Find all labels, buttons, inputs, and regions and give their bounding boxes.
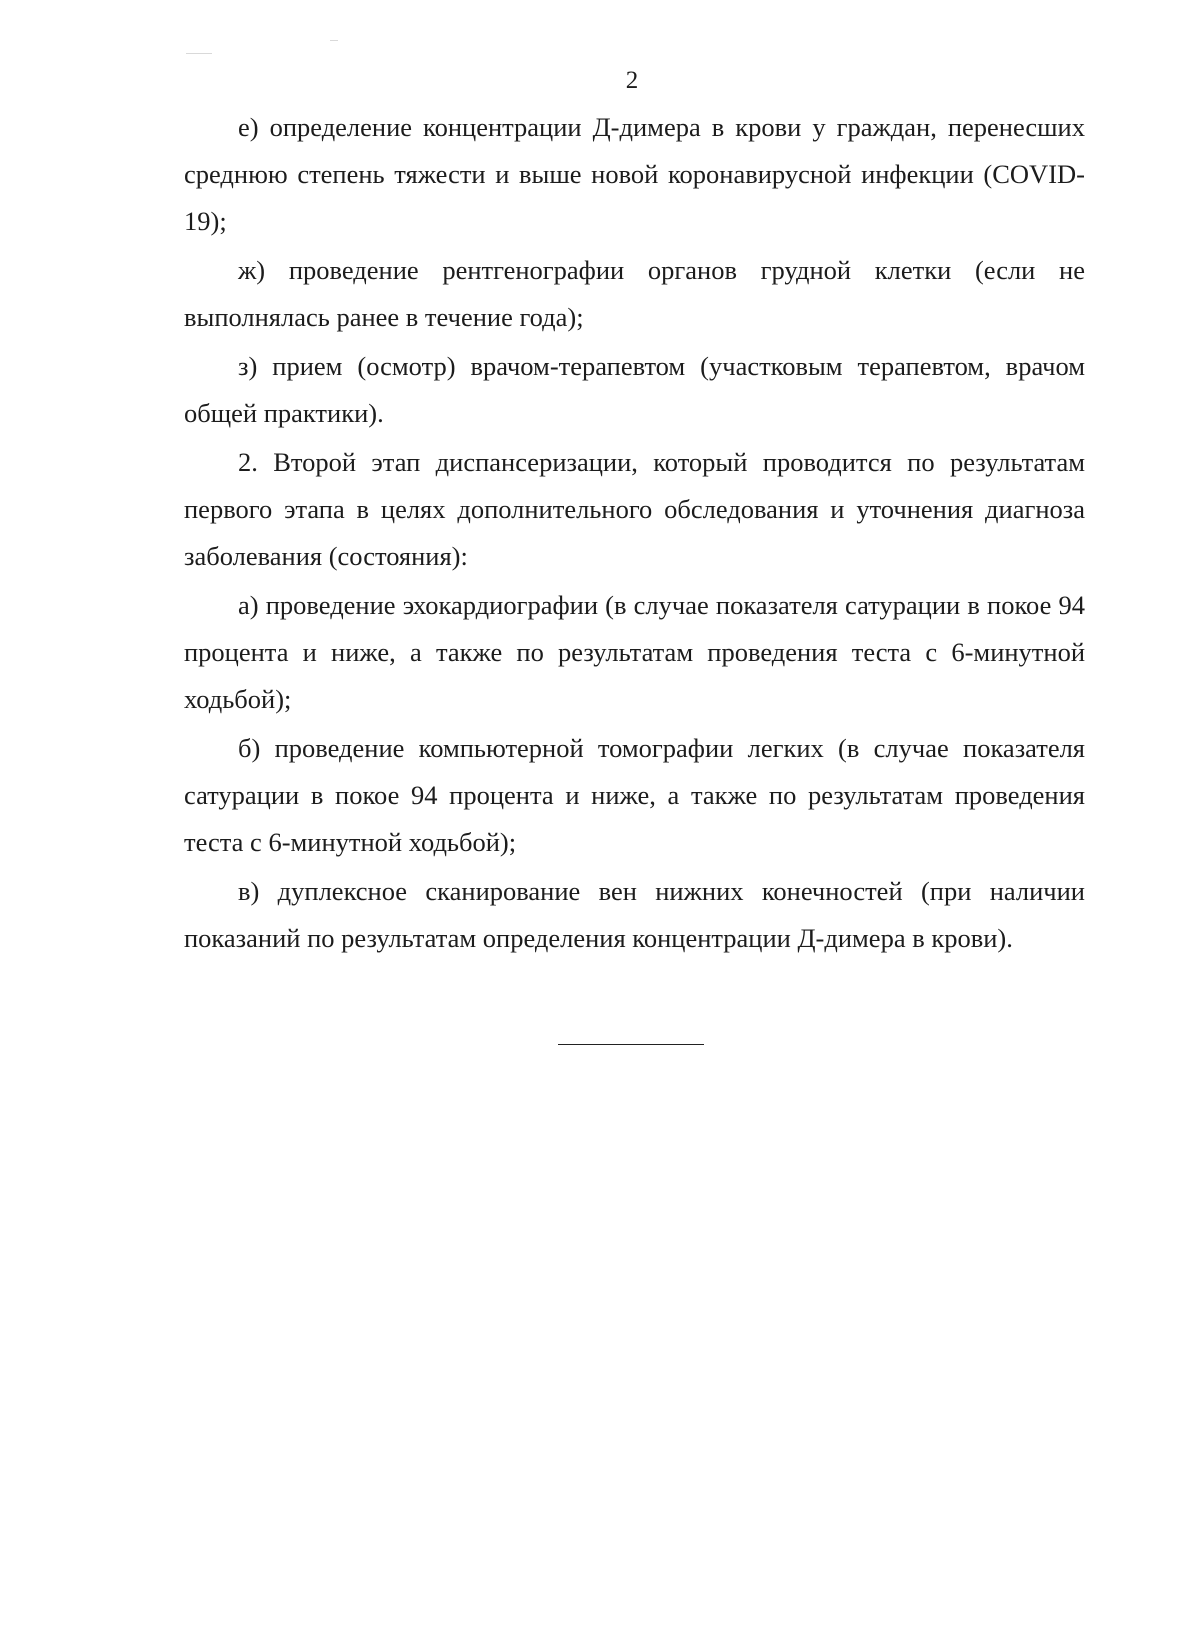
section-2-paragraph: 2. Второй этап диспансеризации, который проводится по результатам первого этапа в целях дополнительного обследования и уточнения диагноза заболевания (состояния):: [184, 447, 1085, 571]
scan-artifact: [186, 53, 212, 54]
page-number: 2: [625, 67, 639, 94]
list-item-zh: ж) проведение рентгенографии органов грудной клетки (если не выполнялась ранее в течение года);: [184, 255, 1085, 332]
closing-rule: [558, 1044, 704, 1045]
list-item-v: в) дуплексное сканирование вен нижних конечностей (при наличии показаний по результатам определения концентрации Д-димера в крови).: [184, 876, 1085, 953]
list-item-z: з) прием (осмотр) врачом-терапевтом (участковым терапевтом, врачом общей практики).: [184, 351, 1085, 428]
list-item-b: б) проведение компьютерной томографии легких (в случае показателя сатурации в покое 94 процента и ниже, а также по результатам проведения теста с 6-минутной ходьбой);: [184, 733, 1085, 857]
list-item-e: е) определение концентрации Д-димера в крови у граждан, перенесших среднюю степень тяжести и выше новой коронавирусной инфекции (COVID-19);: [184, 112, 1085, 236]
document-body: [184, 104, 1085, 962]
list-item-a: а) проведение эхокардиографии (в случае показателя сатурации в покое 94 процента и ниже, а также по результатам проведения теста с 6-минутной ходьбой);: [184, 590, 1085, 714]
scan-artifact: [330, 40, 338, 41]
